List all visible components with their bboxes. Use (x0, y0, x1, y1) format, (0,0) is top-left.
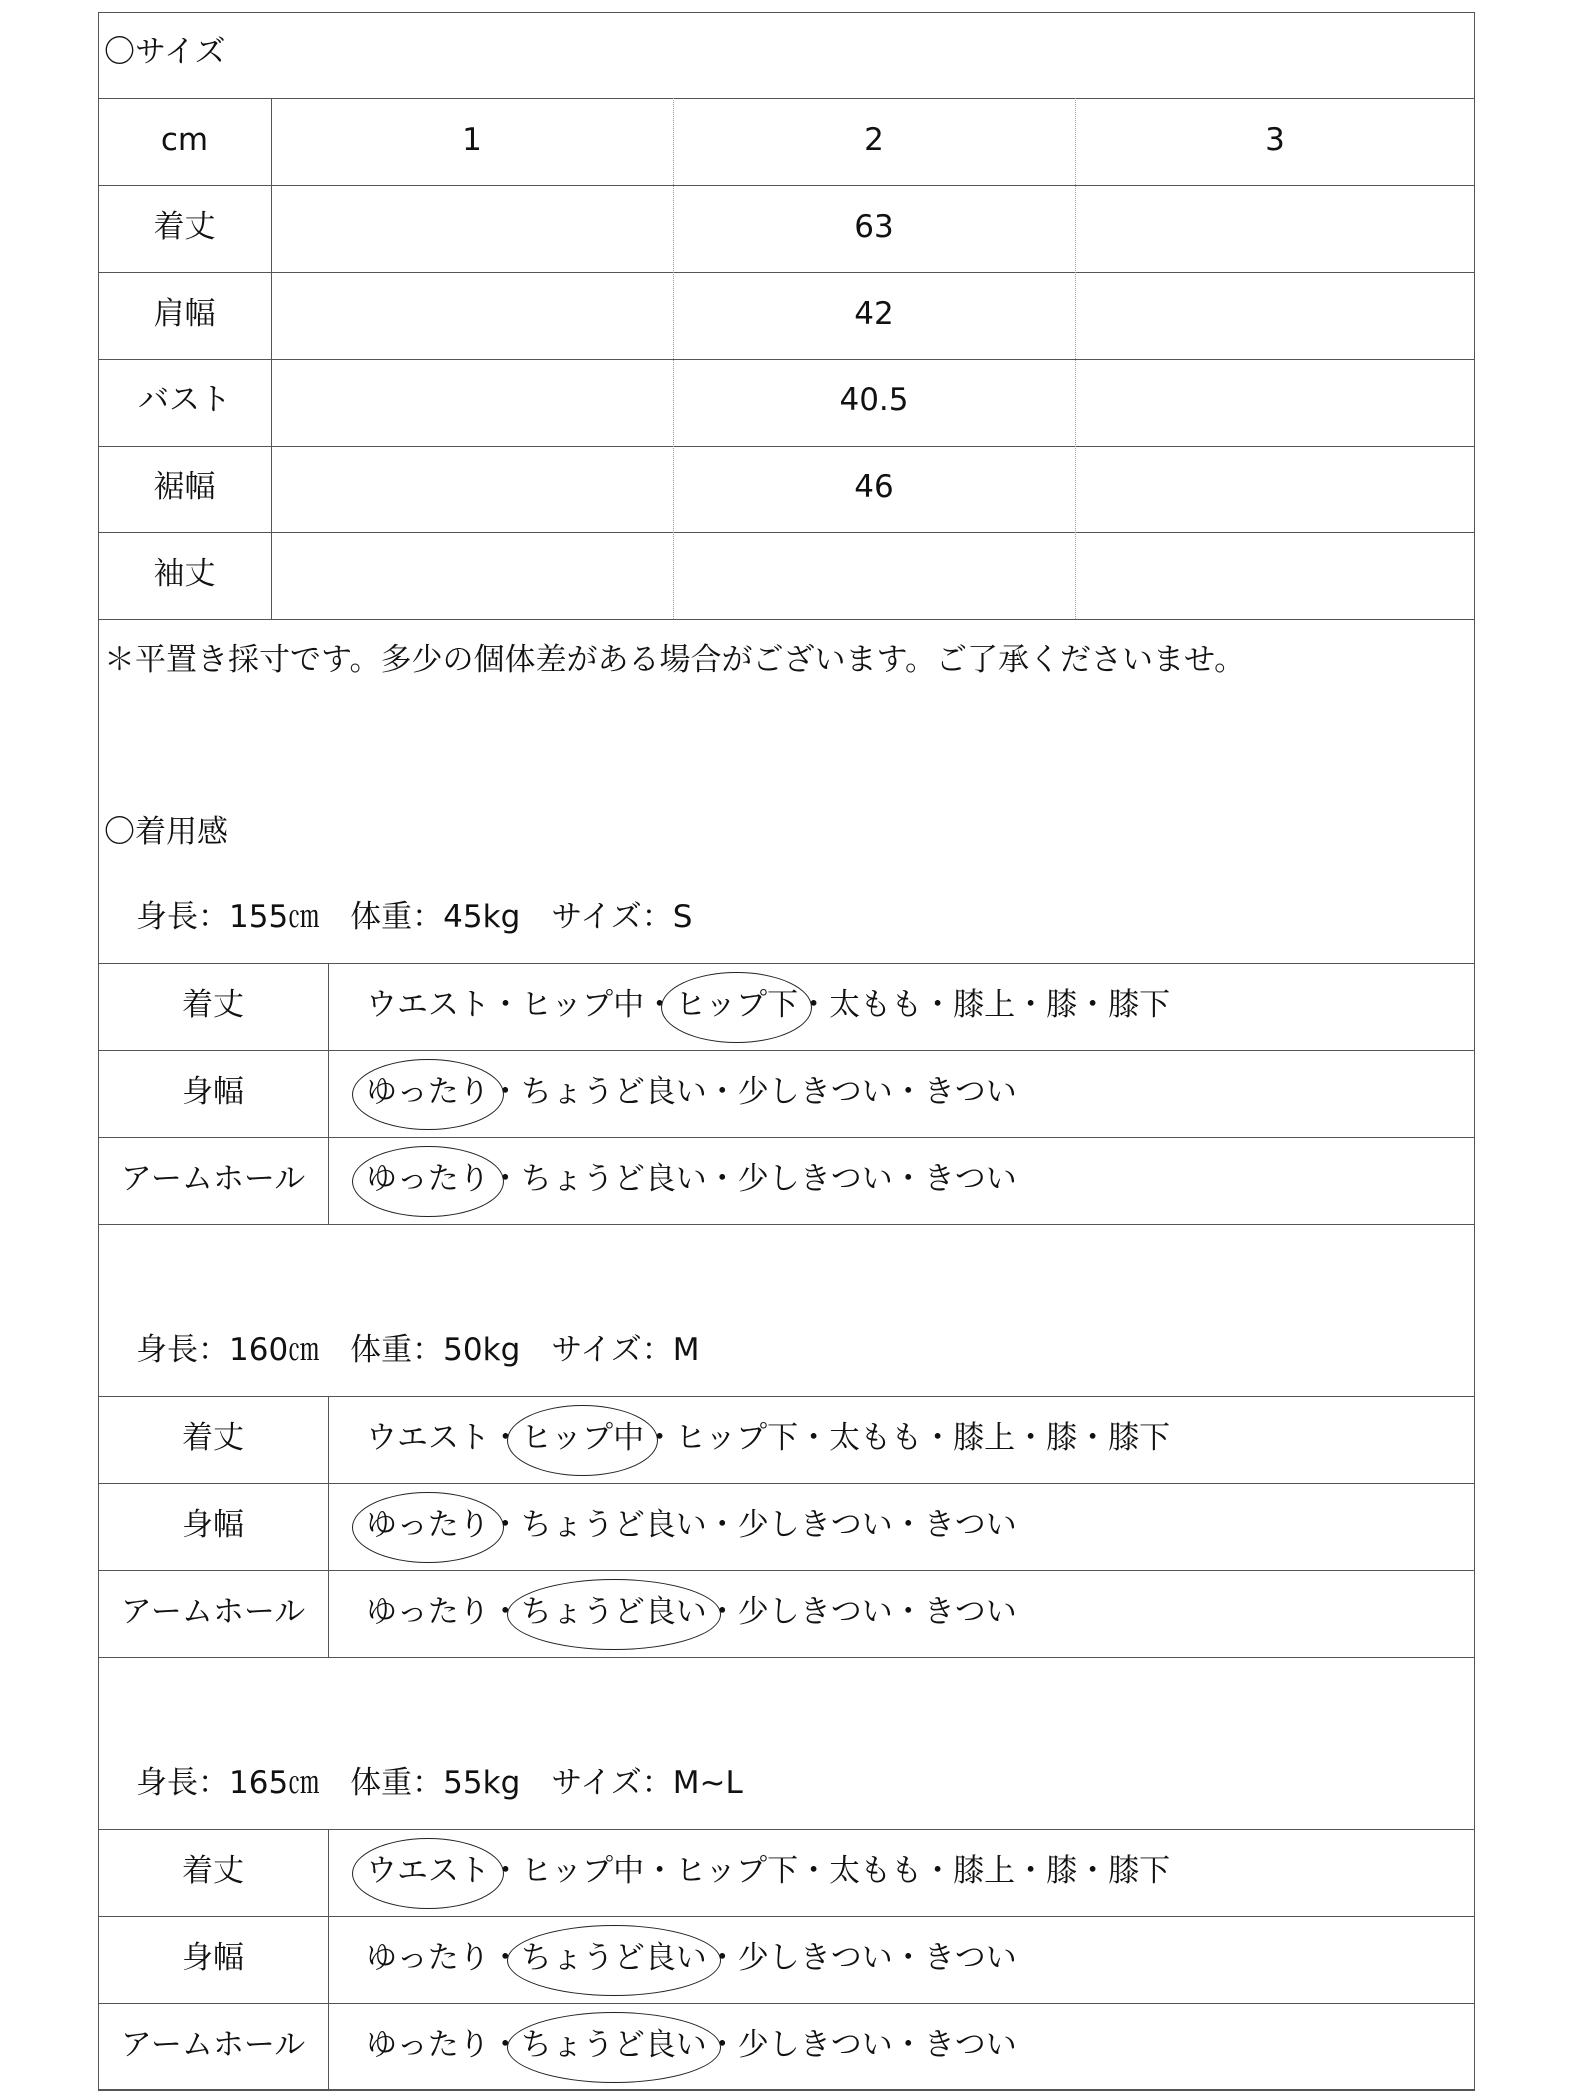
divider (98, 963, 1475, 964)
fit-option: 膝下 (1108, 987, 1171, 1023)
option-separator: ・ (706, 1594, 738, 1630)
option-separator: ・ (798, 1420, 830, 1456)
option-separator: ・ (892, 2027, 924, 2063)
option-separator: ・ (1015, 1420, 1047, 1456)
fit-option: 膝 (1046, 1420, 1078, 1456)
divider (98, 359, 1475, 360)
fit-row-label: 着丈 (182, 1420, 244, 1456)
divider (98, 272, 1475, 273)
fit-option: 太もも (829, 987, 923, 1023)
fit-option: きつい (923, 1161, 1017, 1197)
selected-option-circle (507, 1579, 721, 1650)
divider (98, 1224, 1475, 1225)
size-column-header: 1 (462, 122, 482, 158)
selected-option-circle (352, 1146, 504, 1217)
size-row-label: バスト (138, 382, 231, 418)
option-separator: ・ (922, 1853, 954, 1889)
divider (98, 1570, 1475, 1571)
size-section-title: 〇サイズ (104, 34, 226, 70)
fit-option: ヒップ下 (675, 1420, 799, 1456)
fit-option: 膝上 (953, 987, 1016, 1023)
divider (98, 185, 1475, 186)
fit-row-label: 身幅 (182, 1940, 244, 1976)
fit-option: 膝 (1046, 1853, 1078, 1889)
option-separator: ・ (798, 987, 830, 1023)
size-column-header: 3 (1265, 122, 1285, 158)
option-separator: ・ (490, 1420, 521, 1456)
fit-option: ウエスト (366, 1853, 490, 1889)
fit-row-label: 着丈 (182, 1853, 244, 1889)
fit-section-title: 〇着用感 (104, 814, 228, 850)
option-separator: ・ (706, 1161, 738, 1197)
fit-option: きつい (923, 1594, 1017, 1630)
fit-option: ヒップ下 (675, 1853, 799, 1889)
divider (98, 1137, 1475, 1138)
fit-option: ゆったり (366, 1507, 490, 1543)
fit-option: 少しきつい (737, 1161, 893, 1197)
fit-option: ちょうど良い (520, 1507, 707, 1543)
column-divider (1075, 98, 1076, 619)
size-table-unit-header: cm (160, 122, 209, 158)
option-separator: ・ (1015, 987, 1047, 1023)
selected-option-circle (507, 1925, 721, 1996)
option-separator: ・ (798, 1853, 830, 1889)
divider (98, 532, 1475, 533)
option-separator: ・ (892, 1594, 924, 1630)
fit-option: ゆったり (366, 1940, 490, 1976)
fit-option: 少しきつい (737, 1074, 893, 1110)
size-row-label: 肩幅 (153, 296, 216, 332)
divider (98, 1050, 1475, 1051)
selected-option-circle (507, 2012, 721, 2083)
fit-option: 少しきつい (737, 2027, 893, 2063)
size-row-label: 裾幅 (153, 469, 216, 505)
model-profile: 身長：165㎝ 体重：55kg サイズ：M~L (136, 1765, 743, 1801)
fit-option: 太もも (829, 1853, 923, 1889)
size-column-header: 2 (864, 122, 884, 158)
fit-option: ゆったり (366, 2027, 490, 2063)
option-separator: ・ (1077, 1853, 1109, 1889)
option-separator: ・ (1077, 1420, 1109, 1456)
size-cell: 40.5 (839, 382, 909, 418)
divider (98, 1916, 1475, 1917)
fit-option: ちょうど良い (520, 1161, 707, 1197)
option-separator: ・ (706, 2027, 738, 2063)
fit-option: ウエスト (366, 1420, 490, 1456)
option-separator: ・ (892, 1074, 924, 1110)
option-separator: ・ (706, 1507, 738, 1543)
size-row-label: 着丈 (153, 209, 216, 245)
option-separator: ・ (706, 1940, 738, 1976)
fit-option: ヒップ下 (675, 987, 799, 1023)
option-separator: ・ (892, 1507, 924, 1543)
fit-option: 少しきつい (737, 1507, 893, 1543)
fit-option: きつい (923, 1507, 1017, 1543)
selected-option-circle (352, 1059, 504, 1130)
model-profile: 身長：160㎝ 体重：50kg サイズ：M (136, 1332, 700, 1368)
size-cell: 42 (854, 296, 894, 332)
option-separator: ・ (644, 987, 676, 1023)
option-separator: ・ (489, 1940, 521, 1976)
fit-option: 膝 (1046, 987, 1078, 1023)
option-separator: ・ (490, 1853, 521, 1889)
option-separator: ・ (489, 1507, 521, 1543)
fit-option: ゆったり (366, 1594, 490, 1630)
option-separator: ・ (706, 1074, 738, 1110)
option-separator: ・ (644, 1420, 676, 1456)
fit-option: 膝上 (953, 1420, 1016, 1456)
column-divider (271, 98, 272, 619)
divider (98, 98, 1475, 99)
fit-option: ヒップ中 (521, 1853, 645, 1889)
fit-row-label: アームホール (120, 1594, 306, 1630)
fit-option: きつい (923, 1074, 1017, 1110)
option-separator: ・ (644, 1853, 676, 1889)
selected-option-circle (507, 1405, 658, 1476)
divider (98, 2003, 1475, 2004)
fit-option: 膝下 (1108, 1420, 1171, 1456)
divider (98, 1657, 1475, 1658)
selected-option-circle (352, 1492, 504, 1563)
option-separator: ・ (892, 1161, 924, 1197)
fit-option: ちょうど良い (520, 1594, 707, 1630)
fit-option: 少しきつい (737, 1940, 893, 1976)
option-separator: ・ (892, 1940, 924, 1976)
measurement-note: ＊平置き採寸です。多少の個体差がある場合がございます。ご了承くださいませ。 (104, 642, 1246, 678)
size-row-label: 袖丈 (153, 556, 216, 592)
fit-option: 少しきつい (737, 1594, 893, 1630)
fit-option: 膝上 (953, 1853, 1016, 1889)
fit-row-label: 着丈 (182, 987, 244, 1023)
option-separator: ・ (922, 1420, 954, 1456)
option-separator: ・ (922, 987, 954, 1023)
option-separator: ・ (1015, 1853, 1047, 1889)
fit-option: ウエスト (366, 987, 490, 1023)
fit-row-label: 身幅 (182, 1074, 244, 1110)
divider (98, 446, 1475, 447)
fit-option: ちょうど良い (520, 1074, 707, 1110)
fit-option: きつい (923, 2027, 1017, 2063)
option-separator: ・ (489, 1074, 521, 1110)
fit-option: 膝下 (1108, 1853, 1171, 1889)
column-divider (328, 1396, 329, 1657)
option-separator: ・ (1077, 987, 1109, 1023)
option-separator: ・ (490, 987, 521, 1023)
fit-option: ゆったり (366, 1161, 490, 1197)
fit-option: ゆったり (366, 1074, 490, 1110)
column-divider (673, 98, 674, 619)
column-divider (328, 1829, 329, 2090)
divider (98, 1396, 1475, 1397)
fit-option: ヒップ中 (521, 1420, 645, 1456)
fit-option: ちょうど良い (520, 2027, 707, 2063)
selected-option-circle (352, 1838, 504, 1909)
option-separator: ・ (489, 2027, 521, 2063)
divider (98, 1483, 1475, 1484)
fit-row-label: アームホール (120, 2027, 306, 2063)
fit-option: ちょうど良い (520, 1940, 707, 1976)
fit-option: きつい (923, 1940, 1017, 1976)
fit-option: ヒップ中 (521, 987, 645, 1023)
size-cell: 46 (854, 469, 894, 505)
divider (98, 2090, 1475, 2091)
fit-row-label: アームホール (120, 1161, 306, 1197)
size-cell: 63 (854, 209, 894, 245)
divider (98, 1829, 1475, 1830)
selected-option-circle (661, 972, 812, 1043)
fit-row-label: 身幅 (182, 1507, 244, 1543)
column-divider (328, 963, 329, 1224)
option-separator: ・ (489, 1161, 521, 1197)
fit-option: 太もも (829, 1420, 923, 1456)
option-separator: ・ (489, 1594, 521, 1630)
model-profile: 身長：155㎝ 体重：45kg サイズ：S (136, 899, 693, 935)
divider (98, 619, 1475, 620)
